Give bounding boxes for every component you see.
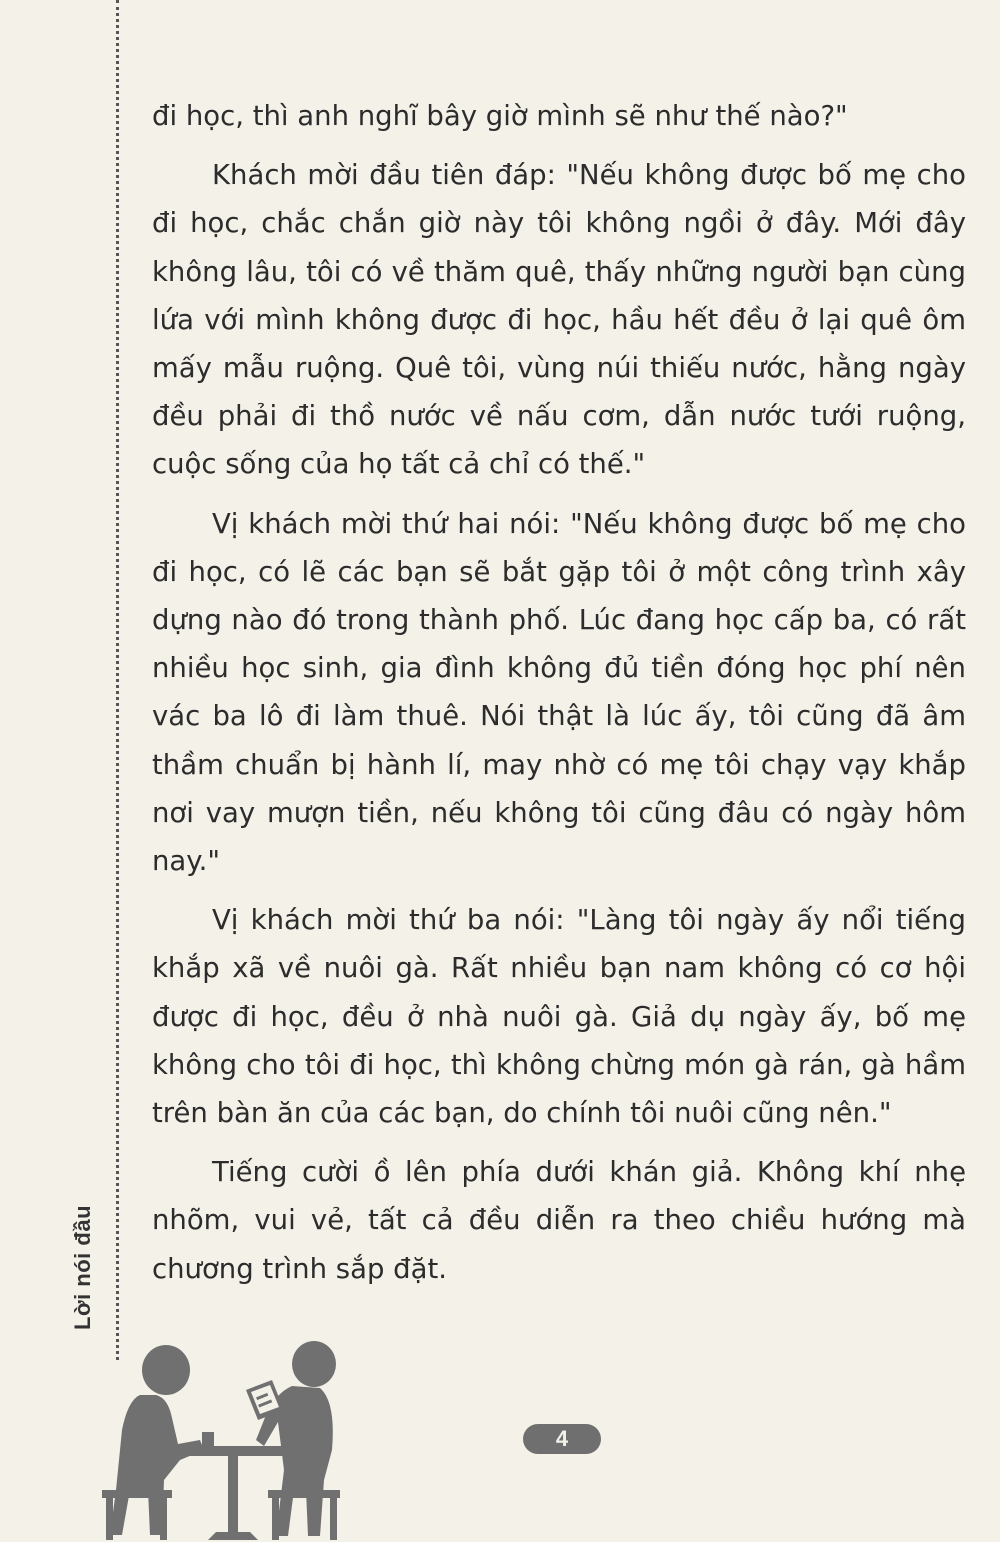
paragraph-third-guest: Vị khách mời thứ ba nói: "Làng tôi ngày ấy nổi tiếng khắp xã về nuôi gà. Rất nhiều bạn nam không có cơ hội được đi học, đều ở nhà nuôi gà. Giả dụ ngày ấy, bố mẹ không cho tôi đi học, thì không chừng món gà rán, gà hầm trên bàn ăn của các bạn, do chính tôi nuôi cũng nên.": [152, 904, 966, 1130]
paragraph-first-guest: Khách mời đầu tiên đáp: "Nếu không được bố mẹ cho đi học, chắc chắn giờ này tôi không ngồi ở đây. Mới đây không lâu, tôi có về thăm quê, thấy những người bạn cùng lứa với mình không được đi học, hầu hết đều ở lại quê ôm mấy mẫu ruộng. Quê tôi, vùng núi thiếu nước, hằng ngày đều phải đi thồ nước về nấu cơm, dẫn nước tưới ruộng, cuộc sống của họ tất cả chỉ có thế.": [152, 159, 966, 481]
page-number-badge: 4: [523, 1424, 601, 1454]
children-studying-silhouette: [88, 1340, 348, 1540]
paragraph-audience: Tiếng cười ồ lên phía dưới khán giả. Không khí nhẹ nhõm, vui vẻ, tất cả đều diễn ra theo chiều hướng mà chương trình sắp đặt.: [152, 1156, 966, 1285]
paragraph-continuation: đi học, thì anh nghĩ bây giờ mình sẽ như thế nào?": [152, 100, 848, 132]
margin-dotted-rule: [116, 0, 119, 1360]
paragraph-second-guest: Vị khách mời thứ hai nói: "Nếu không được bố mẹ cho đi học, có lẽ các bạn sẽ bắt gặp tôi ở một công trình xây dựng nào đó trong thành phố. Lúc đang học cấp ba, có rất nhiều học sinh, gia đình không đủ tiền đóng học phí nên vác ba lô đi làm thuê. Nói thật là lúc ấy, tôi cũng đã âm thầm chuẩn bị hành lí, may nhờ có mẹ tôi chạy vạy khắp nơi vay mượn tiền, nếu không tôi cũng đâu có ngày hôm nay.": [152, 507, 966, 878]
body-text: [152, 92, 966, 1293]
chapter-side-label: Lời nói đầu: [70, 1204, 95, 1330]
